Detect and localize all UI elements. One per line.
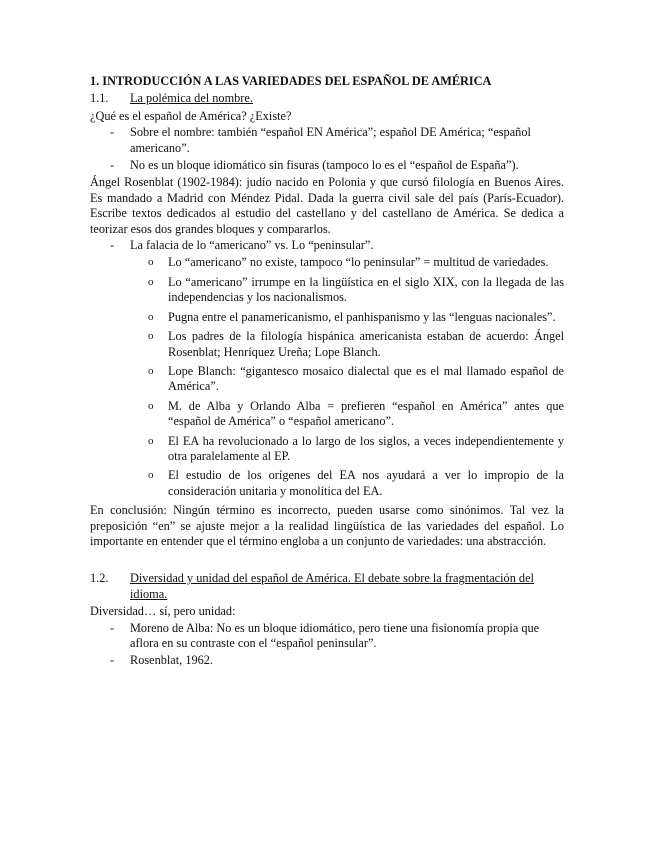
sub-list-item — [90, 434, 564, 465]
list-item-text: Sobre el nombre: también “español EN América”; español DE América; “español americano”. — [130, 125, 531, 155]
sub-list-item — [90, 255, 564, 270]
sub-list-item-text: Lo “americano” no existe, tampoco “lo peninsular” = multitud de variedades. — [168, 255, 549, 270]
section-title: La polémica del nombre. — [130, 91, 253, 106]
list-item-text: No es un bloque idiomático sin fisuras (tampoco lo es el “español de España”). — [130, 158, 519, 173]
sub-list-item-text: Lope Blanch: “gigantesco mosaico dialectal que es el mal llamado español de América”. — [168, 363, 564, 394]
list-item — [90, 238, 564, 253]
dash-bullet: - — [110, 238, 115, 253]
circle-bullet: o — [148, 310, 154, 323]
list-item — [90, 621, 564, 652]
spacer — [90, 549, 564, 571]
sub-list-item-text: Lo “americano” irrumpe en la lingüística en el siglo XIX, con la llegada de las independencias y los nacionalismos. — [168, 274, 564, 305]
sub-list-item-text: El EA ha revolucionado a lo largo de los siglos, a veces independientemente y otra paralelamente al EP. — [168, 433, 564, 463]
circle-bullet: o — [148, 275, 154, 288]
list-item-text: La falacia de lo “americano” vs. Lo “peninsular”. — [130, 238, 374, 253]
sub-list-item — [90, 468, 564, 499]
section-heading-1-2 — [90, 571, 564, 602]
circle-bullet: o — [148, 469, 154, 482]
list-item-text: Rosenblat, 1962. — [130, 653, 213, 668]
circle-bullet: o — [148, 330, 154, 343]
dash-bullet: - — [110, 125, 115, 140]
circle-bullet: o — [148, 434, 154, 447]
circle-bullet: o — [148, 256, 154, 269]
circle-bullet: o — [148, 364, 154, 377]
document-page — [90, 74, 564, 671]
bullet-list-1 — [90, 125, 564, 173]
sub-list-item — [90, 399, 564, 430]
sub-list-item — [90, 275, 564, 306]
section-number: 1.2. — [90, 571, 109, 586]
conclusion-paragraph: En conclusión: Ningún término es incorrecto, pueden usarse como sinónimos. Tal vez la preposición “en” se ajuste mejor a la realidad lingüística de las variedades del español. Lo importante en entender que el término engloba a un conjunto de variedades: una abstracción. — [90, 503, 564, 548]
sub-list-item-text: Los padres de la filología hispánica americanista estaban de acuerdo: Ángel Rosenblat; Henríquez Ureña; Lope Blanch. — [168, 329, 564, 359]
sub-list-item — [90, 310, 564, 325]
rosenblat-paragraph: Ángel Rosenblat (1902-1984): judío nacido en Polonia y que cursó filología en Buenos Aires. Es mandado a Madrid con Méndez Pidal. Dada la guerra civil sale del país (París-Ecuador). Escribe textos dedicados al estudio del castellano y del castellano de América. Se dedica a teorizar esos dos grandes bloques y compararlos. — [90, 175, 564, 236]
sub-list-item — [90, 329, 564, 360]
sub-list-item-text: El estudio de los orígenes del EA nos ayudará a ver lo impropio de la consideración unitaria y monolítica del EA. — [168, 468, 564, 498]
diversidad-line: Diversidad… sí, pero unidad: — [90, 604, 236, 619]
section-title: Diversidad y unidad del español de América. El debate sobre la fragmentación del idioma. — [130, 571, 534, 601]
dash-bullet: - — [110, 620, 115, 635]
list-item — [90, 653, 564, 668]
question-line: ¿Qué es el español de América? ¿Existe? — [90, 108, 292, 123]
section-heading-1-1 — [90, 91, 564, 106]
sub-list-item-text: Pugna entre el panamericanismo, el panhispanismo y las “lenguas nacionales”. — [168, 309, 556, 324]
bullet-list-falacia — [90, 238, 564, 253]
section-number: 1.1. — [90, 91, 109, 106]
list-item — [90, 158, 564, 173]
dash-bullet: - — [110, 653, 115, 668]
chapter-heading: 1. INTRODUCCIÓN A LAS VARIEDADES DEL ESPAÑOL DE AMÉRICA — [90, 74, 492, 88]
sub-list-item — [90, 364, 564, 395]
list-item-text: Moreno de Alba: No es un bloque idiomático, pero tiene una fisionomía propia que aflora en su contraste con el “español peninsular”. — [130, 620, 540, 650]
bullet-list-2 — [90, 621, 564, 669]
dash-bullet: - — [110, 158, 115, 173]
circle-bullet: o — [148, 399, 154, 412]
sub-bullet-list — [90, 255, 564, 499]
sub-list-item-text: M. de Alba y Orlando Alba = prefieren “español en América” antes que “español de América” o “español americano”. — [168, 398, 564, 429]
list-item — [90, 125, 564, 156]
